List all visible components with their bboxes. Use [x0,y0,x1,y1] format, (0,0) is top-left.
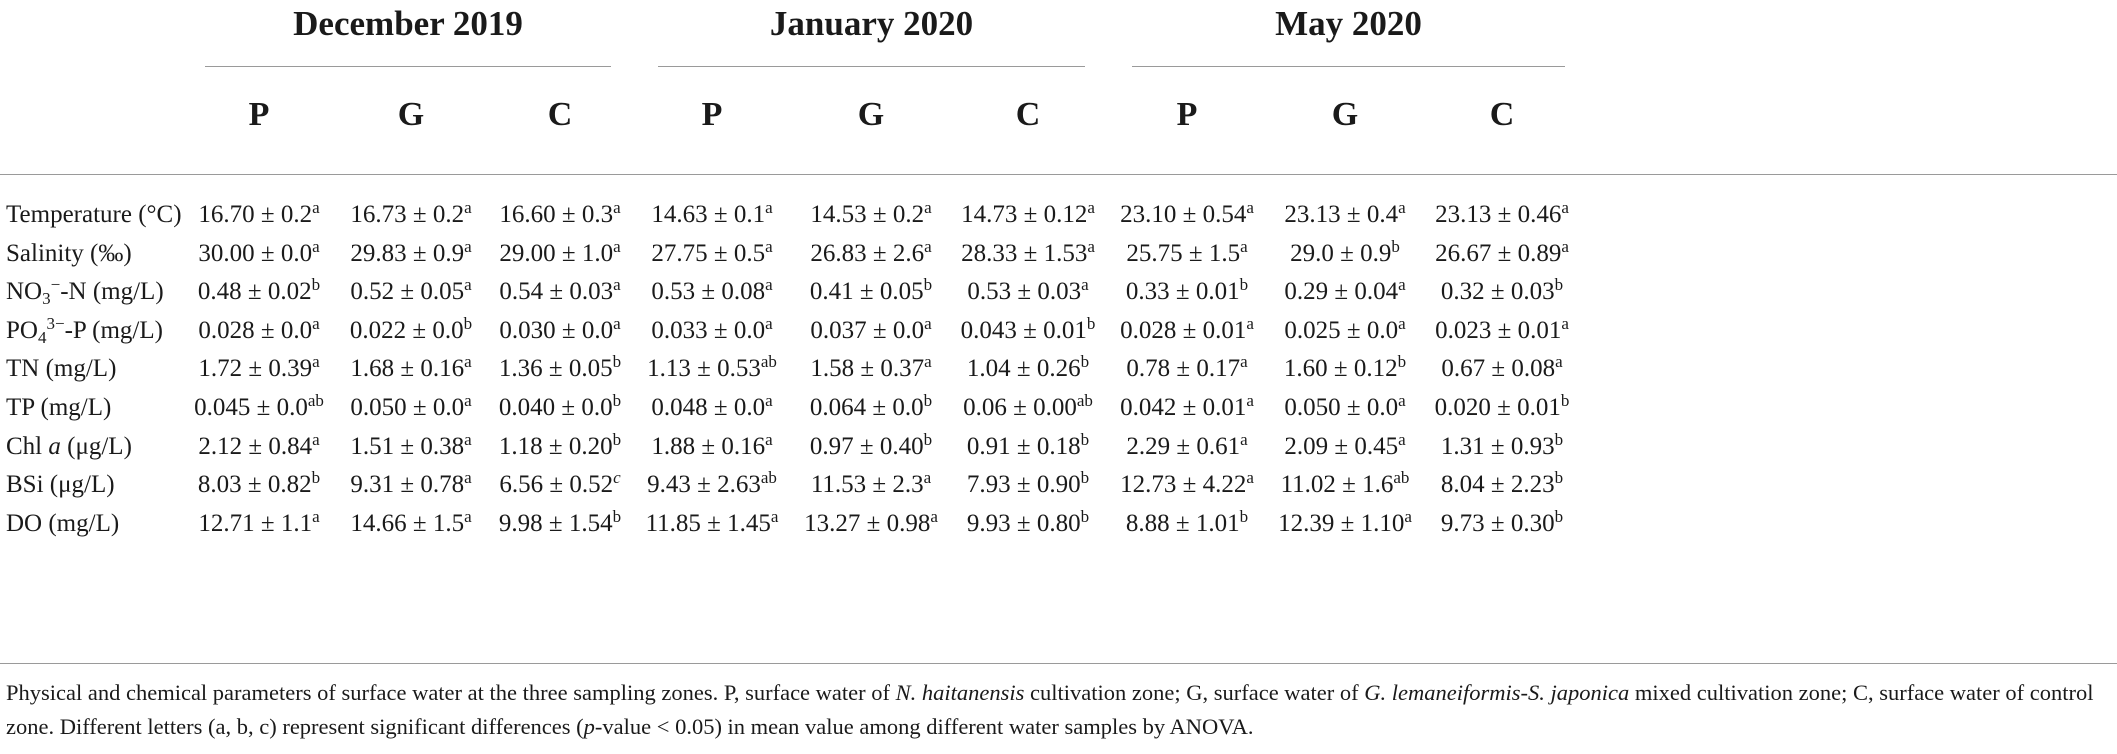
label-text: -P (mg/L) [64,316,163,344]
cell-value: 11.02 ± 1.6 [1280,471,1394,499]
group-rule [205,66,611,67]
cell-value: 26.83 ± 2.6 [810,239,925,267]
row-label: BSi (μg/L) [6,471,115,499]
significance-letter: ab [760,352,777,372]
significance-letter: a [464,468,472,488]
row-label: TP (mg/L) [6,394,112,421]
cell-value: 2.09 ± 0.45 [1284,432,1399,460]
label-text: (μg/L) [60,432,132,460]
significance-letter: a [312,506,320,526]
significance-letter: a [1398,429,1406,449]
cell-value: 0.022 ± 0.0 [349,316,464,344]
significance-letter: a [1246,198,1254,217]
significance-letter: ab [760,468,777,488]
cell-value: 14.66 ± 1.5 [350,509,465,537]
cell-value: 29.00 ± 1.0 [499,239,614,267]
caption-text: Physical and chemical parameters of surface water at the three sampling zones. P, surface water of [6,680,896,705]
cell-value: 14.53 ± 0.2 [810,201,925,228]
cell-value: 0.29 ± 0.04 [1284,278,1399,306]
label-text: Chl [6,432,49,460]
cell-value: 0.33 ± 0.01 [1125,278,1240,306]
cell-value: 9.98 ± 1.54 [498,509,613,537]
significance-letter: a [312,313,320,333]
cell-value: 0.048 ± 0.0 [651,394,766,421]
significance-letter: b [311,468,321,488]
significance-letter: b [1080,468,1090,488]
significance-letter: b [1086,313,1096,333]
label-text: PO [6,316,38,344]
cell-value: 23.13 ± 0.4 [1284,201,1399,228]
cell-value: 29.0 ± 0.9 [1290,239,1392,267]
row-label: DO (mg/L) [6,509,120,537]
significance-letter: a [765,313,773,333]
cell-value: 0.045 ± 0.0 [194,394,308,421]
significance-letter: a [613,236,621,256]
cell-value: 11.85 ± 1.45 [645,509,771,537]
cell-value: 1.60 ± 0.12 [1283,355,1398,383]
significance-letter: a [312,236,320,256]
significance-letter: b [1554,429,1564,449]
cell-value: 0.54 ± 0.03 [499,278,614,306]
cell-value: 0.023 ± 0.01 [1435,316,1562,344]
header-rule [0,174,2117,175]
cell-value: 0.050 ± 0.0 [350,394,465,421]
caption-italic: p [583,714,595,739]
cell-value: 8.04 ± 2.23 [1440,471,1555,499]
table-cell [473,501,648,546]
significance-letter: c [613,468,621,488]
cell-value: 12.39 ± 1.10 [1278,509,1405,537]
cell-value: 0.97 ± 0.40 [809,432,924,460]
cell-value: 14.63 ± 0.1 [651,201,766,228]
significance-letter: a [924,313,932,333]
cell-value: 0.06 ± 0.00 [963,394,1077,421]
cell-value: 8.88 ± 1.01 [1125,509,1240,537]
cell-value: 12.71 ± 1.1 [198,509,313,537]
significance-letter: ab [1076,391,1093,410]
group-title: January 2020 [769,4,974,43]
cell-value: 1.68 ± 0.16 [350,355,465,383]
table-cell [1258,501,1433,546]
cell-value: 0.025 ± 0.0 [1284,316,1399,344]
table-caption [6,676,2106,744]
significance-letter: a [924,198,932,217]
significance-letter: a [924,236,932,256]
significance-letter: ab [1393,468,1410,488]
cell-value: 0.52 ± 0.05 [350,278,465,306]
table-cell [1415,501,1590,546]
group-title: May 2020 [1275,4,1422,43]
significance-letter: a [613,313,621,333]
caption-italic: N. haitanensis [895,680,1025,705]
cell-value: 14.73 ± 0.12 [961,201,1088,228]
column-header: C [547,96,573,133]
cell-value: 0.53 ± 0.08 [651,278,766,306]
significance-letter: b [923,391,933,410]
table-row [0,501,2117,546]
cell-value: 12.73 ± 4.22 [1120,471,1247,499]
significance-letter: a [765,236,773,256]
cell-value: 9.93 ± 0.80 [966,509,1081,537]
column-header: P [1176,96,1198,133]
column-header: C [1489,96,1515,133]
cell-value: 11.53 ± 2.3 [810,471,924,499]
cell-value: 27.75 ± 0.5 [651,239,766,267]
cell-value: 1.04 ± 0.26 [966,355,1081,383]
cell-value: 6.56 ± 0.52 [499,471,614,499]
cell-value: 2.29 ± 0.61 [1126,432,1241,460]
significance-letter: b [463,313,473,333]
cell-value: 1.58 ± 0.37 [810,355,925,383]
cell-value: 1.88 ± 0.16 [651,432,766,460]
significance-letter: b [1080,429,1090,449]
table-cell [172,501,347,546]
significance-letter: b [1560,391,1570,410]
group-rule [1132,66,1565,67]
column-header: P [701,96,723,133]
cell-value: 13.27 ± 0.98 [804,509,931,537]
cell-value: 1.18 ± 0.20 [498,432,613,460]
significance-letter: a [464,198,472,217]
row-label: TN (mg/L) [6,355,117,383]
column-header: P [248,96,270,133]
significance-letter: b [311,275,321,295]
significance-letter: b [1397,352,1407,372]
cell-value: 1.51 ± 0.38 [350,432,465,460]
cell-value: 0.042 ± 0.01 [1120,394,1247,421]
significance-letter: a [1240,429,1248,449]
label-text: NO [6,278,43,306]
significance-letter: a [312,352,320,372]
significance-letter: a [1246,468,1254,488]
significance-letter: a [464,352,472,372]
cell-value: 30.00 ± 0.0 [198,239,313,267]
cell-value: 1.13 ± 0.53 [647,355,761,383]
column-header: C [1015,96,1041,133]
significance-letter: b [612,429,622,449]
significance-letter: a [1087,236,1095,256]
significance-letter: a [1240,352,1248,372]
significance-letter: a [1087,198,1095,217]
cell-value: 7.93 ± 0.90 [966,471,1081,499]
significance-letter: a [765,429,773,449]
significance-letter: a [1246,313,1254,333]
significance-letter: a [1398,391,1406,410]
group-rule [658,66,1085,67]
significance-letter: a [464,236,472,256]
significance-letter: b [1391,236,1400,256]
significance-letter: a [765,198,773,217]
cell-value: 1.36 ± 0.05 [498,355,613,383]
cell-value: 0.037 ± 0.0 [810,316,925,344]
cell-value: 0.064 ± 0.0 [809,394,924,421]
significance-letter: b [1239,506,1249,526]
significance-letter: a [1398,275,1406,295]
caption-text: cultivation zone; G, surface water of [1024,680,1365,705]
significance-letter: b [1554,468,1564,488]
caption-italic: G. lemaneiformis-S. japonica [1364,680,1630,705]
label-superscript: − [50,275,61,295]
significance-letter: b [612,391,622,410]
cell-value: 0.53 ± 0.03 [967,278,1082,306]
cell-value: 1.31 ± 0.93 [1440,432,1555,460]
group-title: December 2019 [293,4,523,43]
table-cell [941,501,1116,546]
label-superscript: 3− [46,313,65,333]
cell-value: 0.043 ± 0.01 [960,316,1087,344]
cell-value: 9.31 ± 0.78 [350,471,465,499]
significance-letter: a [1561,313,1569,333]
label-text: -N (mg/L) [60,278,164,306]
label-subscript: 4 [37,327,47,347]
significance-letter: a [464,275,472,295]
cell-value: 0.050 ± 0.0 [1284,394,1399,421]
significance-letter: b [1554,275,1564,295]
cell-value: 0.78 ± 0.17 [1126,355,1241,383]
cell-value: 0.41 ± 0.05 [809,278,924,306]
cell-value: 16.73 ± 0.2 [350,201,465,228]
footer-rule [0,663,2117,664]
significance-letter: b [612,506,622,526]
cell-value: 0.32 ± 0.03 [1440,278,1555,306]
significance-letter: a [765,391,773,410]
significance-letter: a [464,506,472,526]
significance-letter: a [1561,198,1569,217]
cell-value: 0.028 ± 0.01 [1120,316,1247,344]
table-cell [1100,501,1275,546]
cell-value: 28.33 ± 1.53 [961,239,1088,267]
significance-letter: a [312,429,320,449]
table-cell [625,501,800,546]
significance-letter: b [1080,352,1090,372]
cell-value: 25.75 ± 1.5 [1126,239,1241,267]
column-header: G [1331,96,1359,133]
significance-letter: b [612,352,622,372]
significance-letter: a [613,198,621,217]
significance-letter: b [923,429,933,449]
cell-value: 1.72 ± 0.39 [198,355,313,383]
cell-value: 0.91 ± 0.18 [966,432,1081,460]
cell-value: 9.43 ± 2.63 [647,471,761,499]
significance-letter: a [1398,198,1406,217]
significance-letter: a [1398,313,1406,333]
significance-letter: a [464,429,472,449]
significance-letter: a [770,506,779,526]
cell-value: 0.033 ± 0.0 [651,316,766,344]
significance-letter: a [930,506,938,526]
cell-value: 0.67 ± 0.08 [1441,355,1556,383]
cell-value: 23.13 ± 0.46 [1435,201,1562,228]
significance-letter: a [1240,236,1248,256]
significance-letter: a [1404,506,1412,526]
label-subscript: 3 [42,289,51,309]
cell-value: 23.10 ± 0.54 [1120,201,1247,228]
cell-value: 26.67 ± 0.89 [1435,239,1562,267]
significance-letter: a [765,275,773,295]
significance-letter: a [924,352,932,372]
cell-value: 0.48 ± 0.02 [197,278,312,306]
table-cell [784,501,959,546]
significance-letter: a [312,198,320,217]
significance-letter: a [1555,352,1563,372]
cell-value: 0.020 ± 0.01 [1434,394,1561,421]
row-label: Temperature (°C) [6,201,182,228]
significance-letter: a [464,391,472,410]
label-italic: a [48,432,61,460]
significance-letter: b [923,275,933,295]
significance-letter: a [613,275,621,295]
significance-letter: b [1554,506,1564,526]
significance-letter: a [1081,275,1089,295]
cell-value: 9.73 ± 0.30 [1440,509,1555,537]
column-header: G [397,96,425,133]
significance-letter: a [1246,391,1254,410]
significance-letter: a [1561,236,1569,256]
cell-value: 2.12 ± 0.84 [198,432,313,460]
row-label: Salinity (‰) [6,239,132,267]
caption-text: -value < 0.05) in mean value among different water samples by ANOVA. [594,714,1254,739]
cell-value: 16.70 ± 0.2 [198,201,313,228]
column-header: G [857,96,885,133]
significance-letter: ab [307,391,324,410]
cell-value: 0.030 ± 0.0 [499,316,614,344]
cell-value: 8.03 ± 0.82 [197,471,312,499]
significance-letter: b [1080,506,1090,526]
cell-value: 0.028 ± 0.0 [198,316,313,344]
cell-value: 29.83 ± 0.9 [350,239,465,267]
caption-text: mixed cultivation zone; C, surface water of control zone. Different letters (a, b, c) represent significant differences ( [6,680,2094,739]
significance-letter: a [923,468,932,488]
cell-value: 16.60 ± 0.3 [499,201,614,228]
significance-letter: b [1239,275,1249,295]
cell-value: 0.040 ± 0.0 [498,394,613,421]
